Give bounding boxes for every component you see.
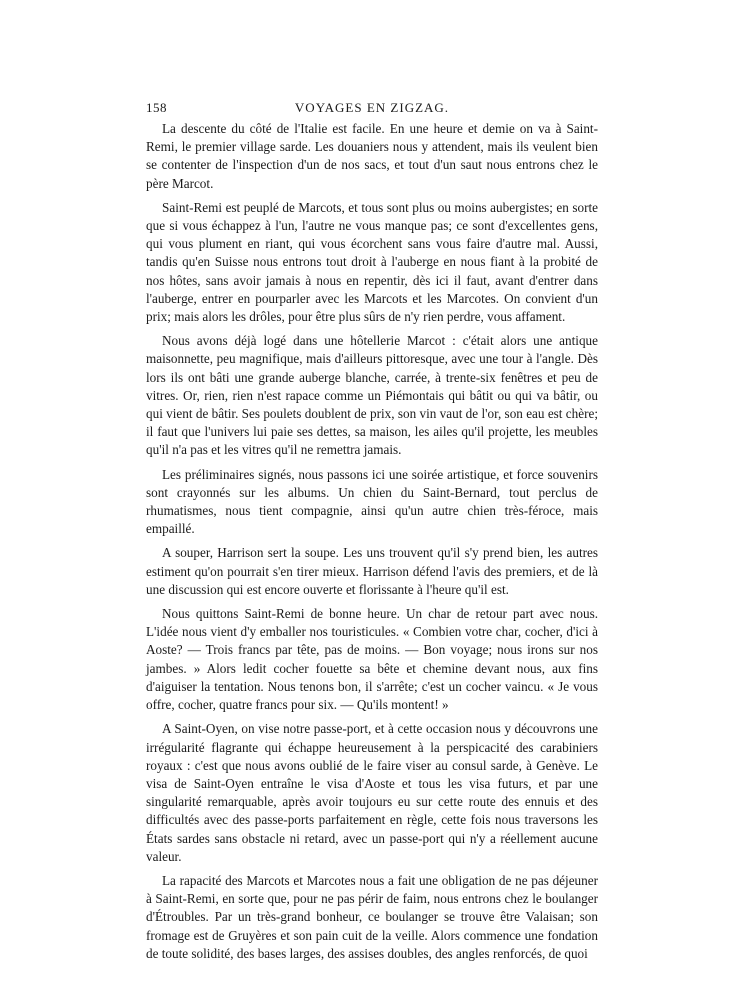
paragraph-6: Nous quittons Saint-Remi de bonne heure. Un char de retour part avec nous. L'idée nous vient d'y emballer nos touristicules. « Combien votre char, cocher, d'ici à Aoste? — Trois francs par tête, pas de moins. — Bon voyage; nous irons sur nos jambes. » Alors ledit cocher fouette sa bête et chemine devant nous, aux fins d'aiguiser la tentation. Nous tenons bon, il s'arrête; c'est un cocher vaincu. « Je vous offre, cocher, quatre francs pour six. — Qu'ils montent! »	[146, 606, 598, 713]
paragraph-1: La descente du côté de l'Italie est facile. En une heure et demie on va à Saint-Remi, le premier village sarde. Les douaniers nous y attendent, mais ils veulent bien se contenter de l'inspection d'un de nos sacs, et tout d'un saut nous entrons chez le père Marcot.	[146, 121, 598, 191]
running-title: VOYAGES EN ZIGZAG.	[294, 100, 450, 115]
page-number: 158	[146, 100, 167, 115]
page-header	[146, 98, 598, 120]
paragraph-5: A souper, Harrison sert la soupe. Les uns trouvent qu'il s'y prend bien, les autres estiment qu'on pourrait s'en tirer mieux. Harrison défend l'avis des premiers, et de là une discussion qui est encore ouverte et florissante à l'heure qu'il est.	[146, 545, 598, 597]
book-page	[146, 98, 598, 969]
paragraph-7: A Saint-Oyen, on vise notre passe-port, et à cette occasion nous y découvrons une irrégularité flagrante qui échappe heureusement à la perspicacité des carabiniers royaux : c'est que nous avons oublié de le faire viser au consul sarde, à Genève. Le visa de Saint-Oyen entraîne le visa d'Aoste et tous les visa futurs, et par une singularité remarquable, après avoir toujours eu sur cette route des ennuis et des difficultés avec des passe-ports parfaitement en règle, cette fois nous traversons les États sardes sans obstacle ni retard, avec un passe-port qui n'y a réellement aucune valeur.	[146, 721, 598, 864]
body-text	[146, 120, 598, 963]
paragraph-4: Les préliminaires signés, nous passons ici une soirée artistique, et force souvenirs sont crayonnés sur les albums. Un chien du Saint-Bernard, tout perclus de rhumatismes, nous tient compagnie, ainsi qu'un autre chien très-féroce, mais empaillé.	[146, 466, 598, 537]
paragraph-8: La rapacité des Marcots et Marcotes nous a fait une obligation de ne pas déjeuner à Saint-Remi, en sorte que, pour ne pas périr de faim, nous entrons chez le boulanger d'Étroubles. Par un très-grand bonheur, ce boulanger se trouve être Valaisan; son fromage est de Gruyères et son pain cuit de la veille. Alors commence une fondation de toute solidité, des bases larges, des assises doubles, des angles renforcés, de quoi	[146, 872, 598, 961]
paragraph-3: Nous avons déjà logé dans une hôtellerie Marcot : c'était alors une antique maisonnette, peu magnifique, mais d'ailleurs pittoresque, avec une tour à l'angle. Dès lors ils ont bâti une grande auberge blanche, carrée, à trente-six fenêtres et peu de vitres. Or, rien, rien n'est rapace comme un Piémontais qui bâtit ou qui va bâtir, ou qui vient de bâtir. Ses poulets doublent de prix, son vin vaut de l'or, son eau est chère; il faut que l'univers lui paie ses dettes, sa maison, les ailes qu'il projette, les meubles qu'il n'a pas et les vitres qu'il ne remettra jamais.	[146, 333, 598, 458]
paragraph-2: Saint-Remi est peuplé de Marcots, et tous sont plus ou moins aubergistes; en sorte que si vous échappez à l'un, l'autre ne vous manque pas; ce sont d'excellentes gens, qui vous plument en riant, qui vous écorchent sans vous faire d'autre mal. Aussi, tandis qu'en Suisse nous entrons tout droit à l'auberge en nous fiant à la probité de nos hôtes, sans avoir jamais à nous en repentir, dès ici il faut, avant d'entrer dans l'auberge, entrer en pourparler avec les Marcots et les Marcotes. On convient d'un prix; mais alors les drôles, pour être plus sûrs de n'y rien perdre, vous affament.	[146, 199, 598, 325]
